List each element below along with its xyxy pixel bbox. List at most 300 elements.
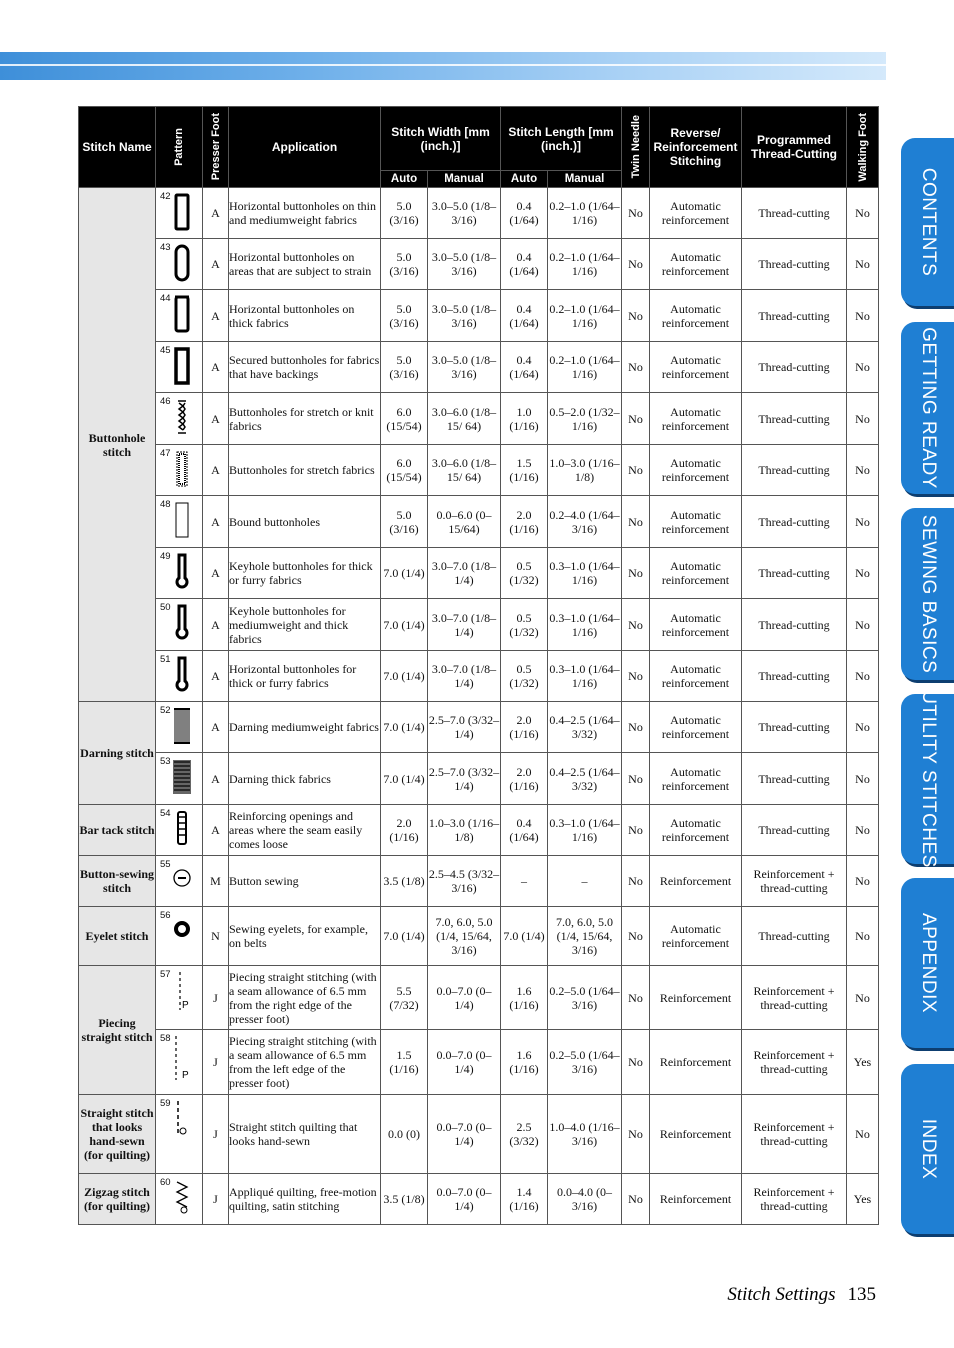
application-cell: Secured buttonholes for fabrics that have backings — [229, 342, 381, 393]
length-auto-cell: 1.6 (1/16) — [501, 1030, 548, 1095]
walking-foot-cell: No — [847, 1095, 879, 1174]
application-cell: Reinforcing openings and areas where the seam easily comes loose — [229, 805, 381, 856]
stitch-pattern-icon — [172, 1099, 192, 1139]
stitch-name-cell: Straight stitch that looks hand-sewn (for quilting) — [79, 1095, 156, 1174]
table-row — [79, 496, 879, 548]
stitch-name-cell: Piecing straight stitch — [79, 966, 156, 1095]
pattern-cell[interactable] — [156, 393, 203, 445]
application-cell: Horizontal buttonholes on areas that are subject to strain — [229, 239, 381, 290]
reverse-cell: Automatic reinforcement — [650, 290, 742, 342]
presser-foot-cell: A — [203, 239, 229, 290]
reverse-cell: Automatic reinforcement — [650, 805, 742, 856]
twin-needle-cell: No — [622, 548, 650, 599]
programmed-cell: Reinforcement + thread-cutting — [742, 1030, 847, 1095]
twin-needle-cell: No — [622, 966, 650, 1030]
length-auto-cell: 0.4 (1/64) — [501, 290, 548, 342]
header-application: Application — [229, 107, 381, 188]
tab-contents[interactable]: CONTENTS — [901, 138, 954, 306]
length-manual-cell: 0.2–5.0 (1/64–3/16) — [548, 1030, 622, 1095]
length-manual-cell: 7.0, 6.0, 5.0 (1/4, 15/64, 3/16) — [548, 907, 622, 966]
length-auto-cell: 2.5 (3/32) — [501, 1095, 548, 1174]
twin-needle-cell: No — [622, 1030, 650, 1095]
stitch-pattern-icon — [172, 243, 192, 283]
table-row — [79, 445, 879, 496]
stitch-pattern-icon — [172, 449, 192, 489]
length-manual-cell: 1.0–3.0 (1/16–1/8) — [548, 445, 622, 496]
length-manual-cell: 1.0–4.0 (1/16–3/16) — [548, 1095, 622, 1174]
stitch-name-cell: Zigzag stitch (for quilting) — [79, 1174, 156, 1225]
tab-sewing-basics[interactable]: SEWING BASICS — [901, 508, 954, 680]
reverse-cell: Reinforcement — [650, 1095, 742, 1174]
footer-section-title: Stitch Settings — [727, 1284, 836, 1305]
pattern-number: 47 — [160, 448, 171, 459]
twin-needle-cell: No — [622, 702, 650, 753]
presser-foot-cell: J — [203, 1030, 229, 1095]
programmed-cell: Reinforcement + thread-cutting — [742, 1095, 847, 1174]
length-auto-cell: – — [501, 856, 548, 907]
table-row — [79, 753, 879, 805]
programmed-cell: Reinforcement + thread-cutting — [742, 966, 847, 1030]
stitch-pattern-icon — [172, 655, 192, 695]
pattern-cell[interactable] — [156, 548, 203, 599]
length-auto-cell: 0.4 (1/64) — [501, 342, 548, 393]
stitch-pattern-icon — [172, 346, 192, 386]
walking-foot-cell: No — [847, 907, 879, 966]
table-row — [79, 342, 879, 393]
header-width-auto: Auto — [381, 171, 428, 188]
length-auto-cell: 1.4 (1/16) — [501, 1174, 548, 1225]
width-manual-cell: 2.5–4.5 (3/32–3/16) — [428, 856, 501, 907]
twin-needle-cell: No — [622, 239, 650, 290]
programmed-cell: Thread-cutting — [742, 290, 847, 342]
width-manual-cell: 0.0–7.0 (0–1/4) — [428, 966, 501, 1030]
length-manual-cell: 0.2–4.0 (1/64–3/16) — [548, 496, 622, 548]
pattern-number: 60 — [160, 1177, 171, 1188]
width-auto-cell: 0.0 (0) — [381, 1095, 428, 1174]
stitch-pattern-icon — [172, 294, 192, 334]
application-cell: Buttonholes for stretch or knit fabrics — [229, 393, 381, 445]
pattern-cell[interactable] — [156, 1174, 203, 1225]
pattern-cell[interactable] — [156, 805, 203, 856]
width-manual-cell: 3.0–5.0 (1/8–3/16) — [428, 239, 501, 290]
pattern-cell[interactable] — [156, 1095, 203, 1174]
presser-foot-cell: A — [203, 342, 229, 393]
header-reverse: Reverse/ Reinforcement Stitching — [650, 107, 742, 188]
reverse-cell: Automatic reinforcement — [650, 651, 742, 702]
walking-foot-cell: Yes — [847, 1174, 879, 1225]
table-row — [79, 290, 879, 342]
application-cell: Horizontal buttonholes on thick fabrics — [229, 290, 381, 342]
programmed-cell: Reinforcement + thread-cutting — [742, 1174, 847, 1225]
table-row — [79, 651, 879, 702]
length-manual-cell: 0.2–1.0 (1/64–1/16) — [548, 188, 622, 239]
twin-needle-cell: No — [622, 445, 650, 496]
length-auto-cell: 1.6 (1/16) — [501, 966, 548, 1030]
pattern-number: 48 — [160, 499, 171, 510]
pattern-number: 59 — [160, 1098, 171, 1109]
application-cell: Darning thick fabrics — [229, 753, 381, 805]
width-manual-cell: 2.5–7.0 (3/32–1/4) — [428, 702, 501, 753]
pattern-cell[interactable] — [156, 856, 203, 907]
application-cell: Horizontal buttonholes on thin and mediumweight fabrics — [229, 188, 381, 239]
reverse-cell: Automatic reinforcement — [650, 753, 742, 805]
pattern-cell[interactable] — [156, 599, 203, 651]
pattern-number: 52 — [160, 705, 171, 716]
application-cell: Button sewing — [229, 856, 381, 907]
width-manual-cell: 0.0–7.0 (0–1/4) — [428, 1174, 501, 1225]
width-auto-cell: 7.0 (1/4) — [381, 907, 428, 966]
pattern-cell[interactable] — [156, 342, 203, 393]
width-auto-cell: 1.5 (1/16) — [381, 1030, 428, 1095]
header-length-auto: Auto — [501, 171, 548, 188]
application-cell: Sewing eyelets, for example, on belts — [229, 907, 381, 966]
programmed-cell: Thread-cutting — [742, 907, 847, 966]
svg-text:P: P — [182, 1000, 189, 1010]
application-cell: Straight stitch quilting that looks hand-sewn — [229, 1095, 381, 1174]
length-manual-cell: 0.5–2.0 (1/32–1/16) — [548, 393, 622, 445]
pattern-number: 42 — [160, 191, 171, 202]
stitch-pattern-icon — [172, 809, 192, 849]
walking-foot-cell: No — [847, 188, 879, 239]
pattern-cell[interactable] — [156, 290, 203, 342]
pattern-number: 46 — [160, 396, 171, 407]
table-row — [79, 188, 879, 239]
top-gradient-bar — [0, 52, 886, 80]
width-manual-cell: 3.0–7.0 (1/8–1/4) — [428, 599, 501, 651]
twin-needle-cell: No — [622, 342, 650, 393]
length-auto-cell: 0.4 (1/64) — [501, 805, 548, 856]
stitch-pattern-icon — [172, 552, 192, 592]
application-cell: Keyhole buttonholes for thick or furry fabrics — [229, 548, 381, 599]
walking-foot-cell: No — [847, 393, 879, 445]
presser-foot-cell: A — [203, 393, 229, 445]
twin-needle-cell: No — [622, 188, 650, 239]
reverse-cell: Automatic reinforcement — [650, 702, 742, 753]
application-cell: Appliqué quilting, free-motion quilting, satin stitching — [229, 1174, 381, 1225]
reverse-cell: Automatic reinforcement — [650, 548, 742, 599]
width-auto-cell: 5.0 (3/16) — [381, 290, 428, 342]
programmed-cell: Thread-cutting — [742, 805, 847, 856]
table-row — [79, 907, 879, 966]
width-auto-cell: 3.5 (1/8) — [381, 1174, 428, 1225]
stitch-pattern-icon — [172, 911, 192, 951]
presser-foot-cell: A — [203, 702, 229, 753]
application-cell: Buttonholes for stretch fabrics — [229, 445, 381, 496]
reverse-cell: Automatic reinforcement — [650, 239, 742, 290]
length-manual-cell: 0.2–1.0 (1/64–1/16) — [548, 290, 622, 342]
stitch-name-cell: Bar tack stitch — [79, 805, 156, 856]
length-manual-cell: 0.4–2.5 (1/64–3/32) — [548, 753, 622, 805]
table-row — [79, 393, 879, 445]
width-manual-cell: 3.0–5.0 (1/8–3/16) — [428, 290, 501, 342]
walking-foot-cell: No — [847, 445, 879, 496]
reverse-cell: Automatic reinforcement — [650, 599, 742, 651]
presser-foot-cell: N — [203, 907, 229, 966]
pattern-number: 55 — [160, 859, 171, 870]
tab-index[interactable]: INDEX — [901, 1064, 954, 1234]
pattern-number: 45 — [160, 345, 171, 356]
presser-foot-cell: A — [203, 496, 229, 548]
reverse-cell: Automatic reinforcement — [650, 445, 742, 496]
stitch-settings-table — [78, 106, 879, 1225]
walking-foot-cell: No — [847, 966, 879, 1030]
presser-foot-cell: A — [203, 188, 229, 239]
length-auto-cell: 2.0 (1/16) — [501, 753, 548, 805]
application-cell: Bound buttonholes — [229, 496, 381, 548]
page-footer — [727, 1284, 876, 1306]
table-row — [79, 1030, 879, 1095]
pattern-cell[interactable] — [156, 907, 203, 966]
twin-needle-cell: No — [622, 805, 650, 856]
header-length-manual: Manual — [548, 171, 622, 188]
tab-appendix[interactable]: APPENDIX — [901, 878, 954, 1048]
pattern-number: 50 — [160, 602, 171, 613]
pattern-cell[interactable] — [156, 702, 203, 753]
walking-foot-cell: No — [847, 548, 879, 599]
width-auto-cell: 5.5 (7/32) — [381, 966, 428, 1030]
programmed-cell: Thread-cutting — [742, 496, 847, 548]
programmed-cell: Thread-cutting — [742, 753, 847, 805]
pattern-cell[interactable] — [156, 445, 203, 496]
programmed-cell: Thread-cutting — [742, 393, 847, 445]
programmed-cell: Reinforcement + thread-cutting — [742, 856, 847, 907]
twin-needle-cell: No — [622, 753, 650, 805]
tab-getting-ready[interactable]: GETTING READY — [901, 322, 954, 494]
pattern-cell[interactable] — [156, 239, 203, 290]
programmed-cell: Thread-cutting — [742, 239, 847, 290]
header-stitch-width: Stitch Width [mm (inch.)] — [381, 107, 501, 171]
presser-foot-cell: J — [203, 1095, 229, 1174]
walking-foot-cell: No — [847, 702, 879, 753]
presser-foot-cell: A — [203, 753, 229, 805]
stitch-pattern-icon — [172, 1034, 192, 1080]
table-row — [79, 239, 879, 290]
walking-foot-cell: No — [847, 342, 879, 393]
reverse-cell: Reinforcement — [650, 966, 742, 1030]
stitch-pattern-icon — [172, 500, 192, 540]
tab-utility-stitches[interactable]: UTILITY STITCHES — [901, 694, 954, 864]
walking-foot-cell: No — [847, 651, 879, 702]
length-auto-cell: 7.0 (1/4) — [501, 907, 548, 966]
length-auto-cell: 0.5 (1/32) — [501, 599, 548, 651]
presser-foot-cell: A — [203, 290, 229, 342]
width-manual-cell: 3.0–5.0 (1/8–3/16) — [428, 188, 501, 239]
pattern-cell[interactable] — [156, 651, 203, 702]
presser-foot-cell: J — [203, 966, 229, 1030]
width-auto-cell: 5.0 (3/16) — [381, 496, 428, 548]
walking-foot-cell: No — [847, 599, 879, 651]
width-manual-cell: 1.0–3.0 (1/16–1/8) — [428, 805, 501, 856]
pattern-cell[interactable] — [156, 188, 203, 239]
table-row — [79, 1174, 879, 1225]
pattern-cell[interactable] — [156, 753, 203, 805]
length-manual-cell: 0.0–4.0 (0–3/16) — [548, 1174, 622, 1225]
stitch-pattern-icon — [172, 706, 192, 746]
programmed-cell: Thread-cutting — [742, 188, 847, 239]
width-auto-cell: 7.0 (1/4) — [381, 702, 428, 753]
pattern-number: 54 — [160, 808, 171, 819]
pattern-number: 43 — [160, 242, 171, 253]
twin-needle-cell: No — [622, 290, 650, 342]
width-auto-cell: 5.0 (3/16) — [381, 188, 428, 239]
length-manual-cell: – — [548, 856, 622, 907]
table-row — [79, 702, 879, 753]
reverse-cell: Reinforcement — [650, 1174, 742, 1225]
width-manual-cell: 3.0–7.0 (1/8–1/4) — [428, 651, 501, 702]
length-auto-cell: 2.0 (1/16) — [501, 702, 548, 753]
header-twin-needle: Twin Needle — [622, 107, 650, 188]
programmed-cell: Thread-cutting — [742, 445, 847, 496]
walking-foot-cell: No — [847, 290, 879, 342]
width-auto-cell: 7.0 (1/4) — [381, 548, 428, 599]
pattern-number: 56 — [160, 910, 171, 921]
stitch-name-cell: Button-sewing stitch — [79, 856, 156, 907]
walking-foot-cell: No — [847, 496, 879, 548]
walking-foot-cell: No — [847, 753, 879, 805]
width-auto-cell: 7.0 (1/4) — [381, 753, 428, 805]
header-stitch-name: Stitch Name — [79, 107, 156, 188]
presser-foot-cell: A — [203, 548, 229, 599]
twin-needle-cell: No — [622, 651, 650, 702]
programmed-cell: Thread-cutting — [742, 599, 847, 651]
header-stitch-length: Stitch Length [mm (inch.)] — [501, 107, 622, 171]
header-width-manual: Manual — [428, 171, 501, 188]
length-manual-cell: 0.3–1.0 (1/64–1/16) — [548, 651, 622, 702]
table-row — [79, 548, 879, 599]
pattern-cell[interactable] — [156, 1030, 203, 1095]
programmed-cell: Thread-cutting — [742, 548, 847, 599]
reverse-cell: Reinforcement — [650, 1030, 742, 1095]
reverse-cell: Automatic reinforcement — [650, 496, 742, 548]
application-cell: Darning mediumweight fabrics — [229, 702, 381, 753]
length-auto-cell: 0.5 (1/32) — [501, 548, 548, 599]
width-manual-cell: 0.0–7.0 (0–1/4) — [428, 1095, 501, 1174]
header-presser-foot: Presser Foot — [203, 107, 229, 188]
stitch-pattern-icon — [172, 1178, 192, 1218]
stitch-pattern-icon — [172, 603, 192, 643]
pattern-cell[interactable] — [156, 496, 203, 548]
table-row — [79, 966, 879, 1030]
length-manual-cell: 0.2–1.0 (1/64–1/16) — [548, 239, 622, 290]
walking-foot-cell: No — [847, 856, 879, 907]
reverse-cell: Automatic reinforcement — [650, 342, 742, 393]
header-pattern: Pattern — [156, 107, 203, 188]
stitch-pattern-icon — [172, 397, 192, 437]
pattern-number: 58 — [160, 1033, 171, 1044]
programmed-cell: Thread-cutting — [742, 702, 847, 753]
presser-foot-cell: M — [203, 856, 229, 907]
width-manual-cell: 3.0–6.0 (1/8– 15/ 64) — [428, 393, 501, 445]
width-auto-cell: 6.0 (15/54) — [381, 393, 428, 445]
presser-foot-cell: A — [203, 445, 229, 496]
length-manual-cell: 0.3–1.0 (1/64–1/16) — [548, 805, 622, 856]
stitch-pattern-icon — [172, 192, 192, 232]
table-row — [79, 599, 879, 651]
length-auto-cell: 1.5 (1/16) — [501, 445, 548, 496]
width-auto-cell: 2.0 (1/16) — [381, 805, 428, 856]
width-auto-cell: 5.0 (3/16) — [381, 239, 428, 290]
twin-needle-cell: No — [622, 907, 650, 966]
twin-needle-cell: No — [622, 599, 650, 651]
pattern-cell[interactable] — [156, 966, 203, 1030]
pattern-number: 51 — [160, 654, 171, 665]
pattern-number: 57 — [160, 969, 171, 980]
page-number: 135 — [847, 1284, 876, 1305]
header-walking-foot: Walking Foot — [847, 107, 879, 188]
width-auto-cell: 7.0 (1/4) — [381, 599, 428, 651]
length-auto-cell: 0.4 (1/64) — [501, 239, 548, 290]
programmed-cell: Thread-cutting — [742, 651, 847, 702]
reverse-cell: Reinforcement — [650, 856, 742, 907]
presser-foot-cell: A — [203, 805, 229, 856]
width-manual-cell: 2.5–7.0 (3/32–1/4) — [428, 753, 501, 805]
width-manual-cell: 0.0–7.0 (0–1/4) — [428, 1030, 501, 1095]
pattern-number: 44 — [160, 293, 171, 304]
twin-needle-cell: No — [622, 393, 650, 445]
stitch-pattern-icon — [172, 757, 192, 797]
width-manual-cell: 7.0, 6.0, 5.0 (1/4, 15/64, 3/16) — [428, 907, 501, 966]
table-row — [79, 805, 879, 856]
walking-foot-cell: No — [847, 805, 879, 856]
length-auto-cell: 2.0 (1/16) — [501, 496, 548, 548]
presser-foot-cell: A — [203, 599, 229, 651]
table-row — [79, 1095, 879, 1174]
length-manual-cell: 0.2–1.0 (1/64–1/16) — [548, 342, 622, 393]
programmed-cell: Thread-cutting — [742, 342, 847, 393]
stitch-name-cell: Buttonhole stitch — [79, 188, 156, 702]
presser-foot-cell: J — [203, 1174, 229, 1225]
length-manual-cell: 0.4–2.5 (1/64–3/32) — [548, 702, 622, 753]
twin-needle-cell: No — [622, 1174, 650, 1225]
width-manual-cell: 3.0–7.0 (1/8–1/4) — [428, 548, 501, 599]
twin-needle-cell: No — [622, 1095, 650, 1174]
width-auto-cell: 7.0 (1/4) — [381, 651, 428, 702]
walking-foot-cell: Yes — [847, 1030, 879, 1095]
application-cell: Piecing straight stitching (with a seam allowance of 6.5 mm from the right edge of the presser foot) — [229, 966, 381, 1030]
length-auto-cell: 1.0 (1/16) — [501, 393, 548, 445]
table-row — [79, 856, 879, 907]
stitch-pattern-icon — [172, 970, 192, 1010]
stitch-name-cell: Eyelet stitch — [79, 907, 156, 966]
walking-foot-cell: No — [847, 239, 879, 290]
pattern-number: 53 — [160, 756, 171, 767]
header-programmed: Programmed Thread-Cutting — [742, 107, 847, 188]
svg-text:P: P — [182, 1070, 189, 1080]
length-manual-cell: 0.2–5.0 (1/64–3/16) — [548, 966, 622, 1030]
pattern-number: 49 — [160, 551, 171, 562]
stitch-pattern-icon — [172, 860, 192, 900]
length-manual-cell: 0.3–1.0 (1/64–1/16) — [548, 548, 622, 599]
reverse-cell: Automatic reinforcement — [650, 393, 742, 445]
length-auto-cell: 0.4 (1/64) — [501, 188, 548, 239]
width-manual-cell: 3.0–6.0 (1/8– 15/ 64) — [428, 445, 501, 496]
length-auto-cell: 0.5 (1/32) — [501, 651, 548, 702]
application-cell: Horizontal buttonholes for thick or furry fabrics — [229, 651, 381, 702]
width-manual-cell: 3.0–5.0 (1/8–3/16) — [428, 342, 501, 393]
application-cell: Keyhole buttonholes for mediumweight and thick fabrics — [229, 599, 381, 651]
twin-needle-cell: No — [622, 856, 650, 907]
twin-needle-cell: No — [622, 496, 650, 548]
presser-foot-cell: A — [203, 651, 229, 702]
reverse-cell: Automatic reinforcement — [650, 188, 742, 239]
reverse-cell: Automatic reinforcement — [650, 907, 742, 966]
width-auto-cell: 6.0 (15/54) — [381, 445, 428, 496]
stitch-name-cell: Darning stitch — [79, 702, 156, 805]
width-auto-cell: 5.0 (3/16) — [381, 342, 428, 393]
application-cell: Piecing straight stitching (with a seam allowance of 6.5 mm from the left edge of the presser foot) — [229, 1030, 381, 1095]
width-manual-cell: 0.0–6.0 (0–15/64) — [428, 496, 501, 548]
width-auto-cell: 3.5 (1/8) — [381, 856, 428, 907]
